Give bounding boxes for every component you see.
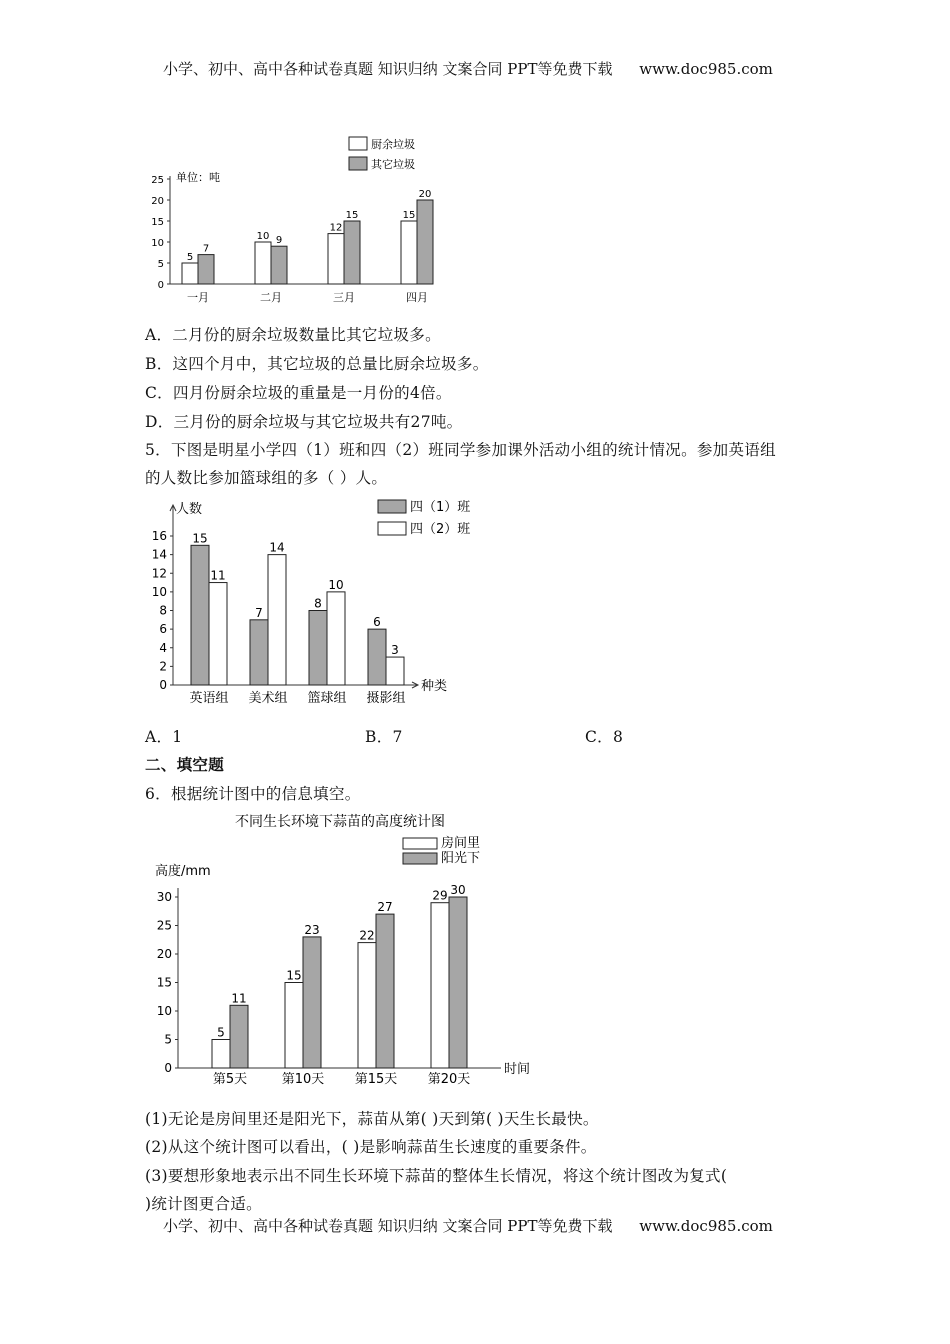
bar: [285, 983, 303, 1069]
y-tick-label: 10: [151, 584, 167, 599]
y-tick-label: 0: [159, 678, 167, 692]
bar: [327, 592, 345, 685]
y-tick-label: 0: [164, 1061, 172, 1075]
bar-value-label: 11: [231, 991, 247, 1006]
bar-value-label: 14: [269, 540, 285, 555]
bar-value-label: 7: [202, 243, 210, 255]
legend-swatch: [378, 500, 406, 513]
chart-garbage-plot: [151, 137, 433, 304]
bar-value-label: 15: [192, 531, 208, 546]
bar: [230, 1005, 248, 1068]
q6-intro: 6．根据统计图中的信息填空。: [145, 785, 361, 803]
q5-line1: 5．下图是明星小学四（1）班和四（2）班同学参加课外活动小组的统计情况。参加英语组: [145, 441, 776, 459]
x-axis-label: 种类: [421, 679, 448, 694]
y-tick-label: 10: [151, 238, 164, 249]
bar: [431, 903, 449, 1068]
legend-swatch: [349, 157, 367, 170]
q5-line2: 的人数比参加篮球组的多（ ）人。: [145, 469, 388, 487]
y-axis-label: 高度/mm: [155, 864, 211, 879]
x-axis-label: 时间: [504, 1062, 531, 1077]
y-tick-label: 0: [157, 280, 164, 291]
chart-activity: [140, 493, 490, 718]
bar-value-label: 10: [256, 231, 270, 242]
legend-label: 四（2）班: [410, 522, 471, 537]
y-tick-label: 16: [151, 529, 167, 543]
bar: [271, 246, 287, 284]
bar: [198, 255, 214, 284]
bar: [417, 200, 433, 284]
y-tick-label: 6: [159, 622, 167, 637]
legend-swatch: [349, 137, 367, 150]
bar: [401, 221, 417, 284]
category-label: 二月: [260, 291, 282, 304]
bar: [250, 620, 268, 685]
bar: [255, 242, 271, 284]
bar-value-label: 10: [328, 577, 344, 592]
chart-garbage: [140, 128, 460, 313]
legend-label: 厨余垃圾: [371, 138, 415, 151]
category-label: 第5天: [212, 1072, 248, 1087]
bar: [182, 263, 198, 284]
bar-value-label: 27: [377, 900, 393, 915]
q6-p3b: )统计图更合适。: [145, 1195, 262, 1213]
y-tick-label: 2: [159, 659, 167, 674]
legend-label: 四（1）班: [410, 500, 471, 515]
bar: [358, 943, 376, 1068]
y-tick-label: 5: [157, 259, 164, 270]
category-label: 第20天: [427, 1072, 471, 1087]
header-url: www.doc985.com: [639, 60, 773, 78]
bar-value-label: 7: [255, 605, 263, 620]
y-tick-label: 5: [164, 1032, 172, 1047]
header-text: 小学、初中、高中各种试卷真题 知识归纳 文案合同 PPT等免费下载: [163, 60, 613, 78]
bar-value-label: 29: [432, 888, 448, 903]
category-label: 篮球组: [307, 691, 347, 706]
bar: [386, 657, 404, 685]
y-tick-label: 8: [159, 603, 167, 618]
q4-option-b: B．这四个月中，其它垃圾的总量比厨余垃圾多。: [145, 355, 489, 373]
page-header: [163, 58, 773, 79]
q4-option-a: A．二月份的厨余垃圾数量比其它垃圾多。: [145, 326, 441, 344]
category-label: 美术组: [248, 691, 288, 706]
bar: [344, 221, 360, 284]
q5-option-c: C．8: [585, 728, 624, 746]
q6-p3a: (3)要想形象地表示出不同生长环境下蒜苗的整体生长情况，将这个统计图改为复式(: [145, 1167, 728, 1185]
y-tick-label: 14: [151, 547, 167, 562]
y-tick-label: 10: [156, 1004, 172, 1018]
bar-value-label: 8: [314, 596, 322, 611]
bar: [376, 914, 394, 1068]
category-label: 英语组: [189, 691, 229, 706]
category-label: 第10天: [281, 1072, 325, 1087]
y-axis-label: 单位：吨: [176, 171, 220, 184]
chart-title: 不同生长环境下蒜苗的高度统计图: [235, 814, 445, 830]
chart-garlic-plot: [155, 813, 530, 1087]
y-tick-label: 25: [156, 918, 172, 933]
bar-value-label: 20: [418, 189, 432, 200]
bar-value-label: 15: [286, 968, 302, 983]
bar: [303, 937, 321, 1068]
bar: [368, 629, 386, 685]
bar: [268, 555, 286, 685]
category-label: 第15天: [354, 1072, 398, 1087]
bar-value-label: 5: [186, 252, 194, 263]
bar-value-label: 11: [210, 568, 226, 583]
footer-url: www.doc985.com: [639, 1217, 773, 1235]
bar-value-label: 6: [373, 615, 381, 630]
y-tick-label: 20: [156, 947, 172, 961]
footer-text: 小学、初中、高中各种试卷真题 知识归纳 文案合同 PPT等免费下载: [163, 1217, 613, 1235]
bar: [309, 611, 327, 686]
y-tick-label: 4: [159, 640, 167, 655]
bar-value-label: 15: [345, 210, 359, 221]
q4-option-c: C．四月份厨余垃圾的重量是一月份的4倍。: [145, 384, 452, 402]
bar-value-label: 23: [304, 922, 320, 937]
q5-option-a: A．1: [145, 728, 183, 746]
legend-swatch: [403, 853, 437, 864]
legend-label: 阳光下: [441, 851, 481, 866]
page-footer: [163, 1215, 773, 1236]
bar: [212, 1040, 230, 1069]
legend-label: 其它垃圾: [371, 158, 415, 171]
bar-value-label: 30: [450, 883, 466, 897]
y-tick-label: 25: [151, 175, 164, 186]
y-tick-label: 30: [156, 890, 172, 904]
bar-value-label: 15: [402, 210, 416, 221]
chart-garlic: [145, 808, 545, 1093]
bar-value-label: 9: [275, 235, 283, 247]
bar: [449, 897, 467, 1068]
q5-option-b: B．7: [365, 728, 403, 746]
legend-swatch: [403, 838, 437, 849]
q6-p1: (1)无论是房间里还是阳光下，蒜苗从第( )天到第( )天生长最快。: [145, 1110, 599, 1128]
category-label: 四月: [406, 291, 428, 304]
legend-swatch: [378, 522, 406, 535]
bar: [209, 583, 227, 685]
y-tick-label: 12: [151, 566, 167, 581]
bar: [328, 234, 344, 284]
bar-value-label: 3: [391, 643, 399, 658]
chart-activity-plot: [152, 500, 471, 706]
bar: [191, 545, 209, 685]
y-tick-label: 15: [151, 217, 164, 228]
y-tick-label: 20: [151, 196, 164, 207]
y-tick-label: 15: [156, 975, 172, 990]
bar-value-label: 5: [217, 1025, 225, 1040]
category-label: 三月: [333, 291, 355, 304]
category-label: 一月: [187, 291, 209, 304]
q4-option-d: D．三月份的厨余垃圾与其它垃圾共有27吨。: [145, 413, 463, 431]
y-axis-label: 人数: [176, 502, 203, 517]
q6-p2: (2)从这个统计图可以看出，( )是影响蒜苗生长速度的重要条件。: [145, 1138, 597, 1156]
section-title: 二、填空题: [145, 756, 225, 774]
category-label: 摄影组: [366, 691, 406, 706]
bar-value-label: 12: [329, 222, 343, 234]
bar-value-label: 22: [359, 928, 375, 943]
legend-label: 房间里: [441, 836, 481, 851]
